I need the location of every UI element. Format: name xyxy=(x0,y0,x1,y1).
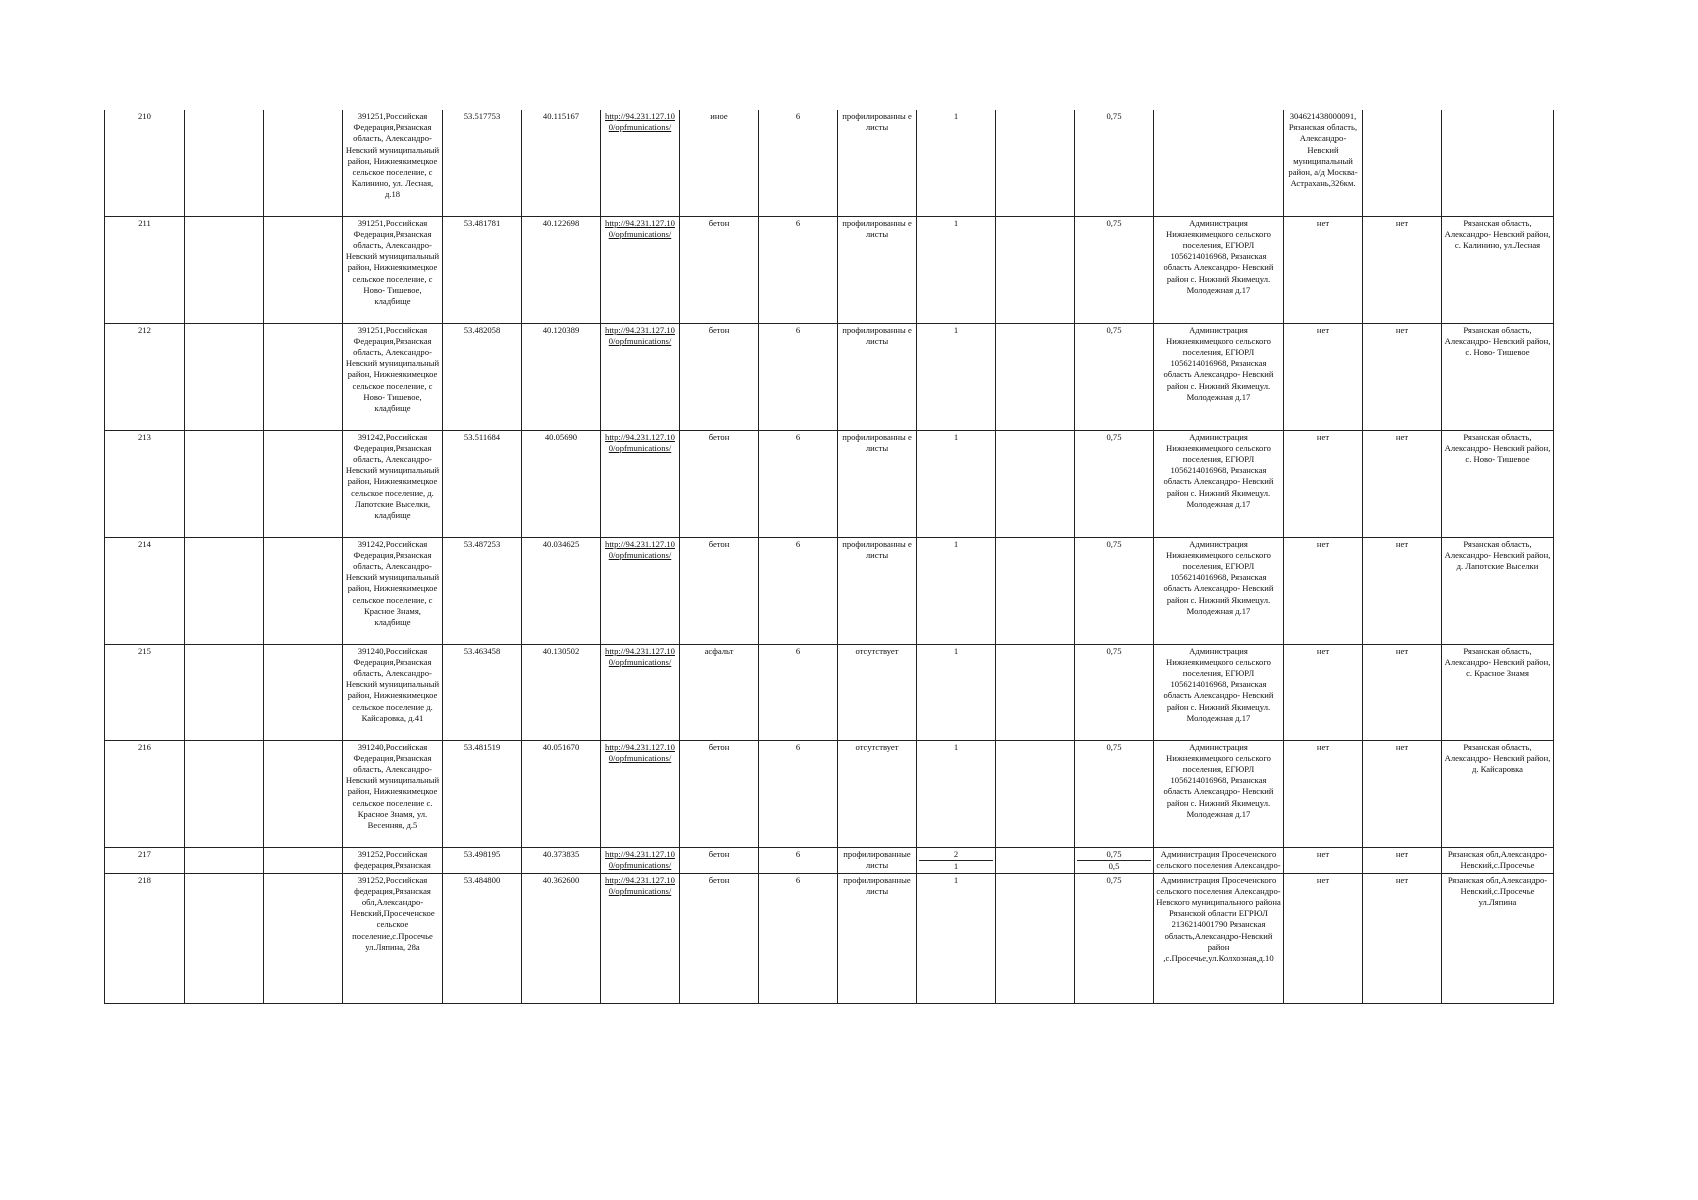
served-cell: Рязанская область, Александро- Невский район, с. Красное Знамя xyxy=(1442,644,1554,740)
extra1-cell xyxy=(1363,110,1442,216)
empty-cell xyxy=(996,873,1075,1003)
empty-cell xyxy=(185,873,264,1003)
surface-cell: бетон xyxy=(680,740,759,847)
address-cell: 391251,Российская Федерация,Рязанская область, Александро-Невский муниципальный район, Нижнеякимецкое сельское поселение, с Ново- Тишевое, кладбище xyxy=(343,323,443,430)
lat-cell: 53.481781 xyxy=(443,216,522,323)
extra1-cell: нет xyxy=(1363,847,1442,873)
fence-cell: профилированные листы xyxy=(838,873,917,1003)
empty-cell xyxy=(264,216,343,323)
served-cell xyxy=(1442,110,1554,216)
area-cell: 6 xyxy=(759,216,838,323)
volume-cell: 0,75 xyxy=(1075,873,1154,1003)
link-cell xyxy=(601,644,680,740)
address-cell: 391252,Российская федерация,Рязанская обл,Александро-Невский,Просеченское сельское поселение,с.Просечье ул.Ляпина, 28а xyxy=(343,873,443,1003)
empty-cell xyxy=(996,110,1075,216)
containers-cell: 1 xyxy=(917,110,996,216)
lat-cell: 53.484800 xyxy=(443,873,522,1003)
surface-cell: бетон xyxy=(680,216,759,323)
source-cell: нет xyxy=(1284,537,1363,644)
table-row xyxy=(105,847,1554,873)
link-cell xyxy=(601,430,680,537)
link-cell xyxy=(601,323,680,430)
empty-cell xyxy=(185,537,264,644)
source-cell: нет xyxy=(1284,323,1363,430)
empty-cell xyxy=(185,323,264,430)
num-cell: 217 xyxy=(105,847,185,873)
map-link[interactable]: http://94.231.127.10 0/opfmunications/ xyxy=(605,431,675,453)
area-cell: 6 xyxy=(759,430,838,537)
volume-cell: 0,75 xyxy=(1075,323,1154,430)
source-cell: нет xyxy=(1284,873,1363,1003)
area-cell: 6 xyxy=(759,873,838,1003)
empty-cell xyxy=(264,873,343,1003)
table-row xyxy=(105,430,1554,537)
address-cell: 391240,Российская Федерация,Рязанская область, Александро-Невский муниципальный район, Нижнеякимецкое сельское поселение д. Кайсаровка, д.41 xyxy=(343,644,443,740)
lon-cell: 40.122698 xyxy=(522,216,601,323)
surface-cell: бетон xyxy=(680,537,759,644)
map-link[interactable]: http://94.231.127.10 0/opfmunications/ xyxy=(605,538,675,560)
owner-cell: Администрация Просеченского сельского поселения Александро-Невского муниципального района Рязанской области ЕГРЮЛ 2136214001790 Рязанская область,Александро-Невский район ,с.Просечье,ул.Колхозная,д.10 xyxy=(1154,873,1284,1003)
lat-cell: 53.482058 xyxy=(443,323,522,430)
table-row xyxy=(105,110,1554,216)
extra1-cell: нет xyxy=(1363,323,1442,430)
containers-cell: 1 xyxy=(917,740,996,847)
lon-cell: 40.373835 xyxy=(522,847,601,873)
empty-cell xyxy=(185,110,264,216)
area-cell: 6 xyxy=(759,847,838,873)
table-row xyxy=(105,873,1554,1003)
served-cell: Рязанская область, Александро- Невский район, с. Ново- Тишевое xyxy=(1442,430,1554,537)
volume-value: 0,5 xyxy=(1077,860,1151,872)
area-cell: 6 xyxy=(759,323,838,430)
fence-cell: профилированны е листы xyxy=(838,216,917,323)
num-cell: 211 xyxy=(105,216,185,323)
num-cell: 210 xyxy=(105,110,185,216)
empty-cell xyxy=(996,216,1075,323)
fence-cell: профилированны е листы xyxy=(838,537,917,644)
address-cell: 391251,Российская Федерация,Рязанская область, Александро-Невский муниципальный район, Нижнеякимецкое сельское поселение, с Калинино, ул. Лесная, д.18 xyxy=(343,110,443,216)
empty-cell xyxy=(185,740,264,847)
num-cell: 215 xyxy=(105,644,185,740)
surface-cell: бетон xyxy=(680,323,759,430)
volume-value: 0,75 xyxy=(1106,848,1122,859)
served-cell: Рязанская область, Александро- Невский район, с. Ново- Тишевое xyxy=(1442,323,1554,430)
table-row xyxy=(105,644,1554,740)
source-cell: нет xyxy=(1284,430,1363,537)
extra1-cell: нет xyxy=(1363,216,1442,323)
address-cell: 391251,Российская Федерация,Рязанская область, Александро-Невский муниципальный район, Нижнеякимецкое сельское поселение, с Ново- Тишевое, кладбище xyxy=(343,216,443,323)
empty-cell xyxy=(264,430,343,537)
empty-cell xyxy=(185,430,264,537)
map-link[interactable]: http://94.231.127.10 0/opfmunications/ xyxy=(605,848,675,870)
empty-cell xyxy=(996,740,1075,847)
map-link[interactable]: http://94.231.127.10 0/opfmunications/ xyxy=(605,645,675,667)
lat-cell: 53.498195 xyxy=(443,847,522,873)
empty-cell xyxy=(996,644,1075,740)
empty-cell xyxy=(185,847,264,873)
link-cell xyxy=(601,216,680,323)
lon-cell: 40.05690 xyxy=(522,430,601,537)
source-cell: нет xyxy=(1284,644,1363,740)
empty-cell xyxy=(996,323,1075,430)
address-cell: 391242,Российская Федерация,Рязанская область, Александро-Невский муниципальный район, Нижнеякимецкое сельское поселение, д. Лапотские Выселки, кладбище xyxy=(343,430,443,537)
served-cell: Рязанская область, Александро- Невский район, д. Лапотские Выселки xyxy=(1442,537,1554,644)
link-cell xyxy=(601,847,680,873)
fence-cell: профилированны е листы xyxy=(838,110,917,216)
volume-cell: 0,75 xyxy=(1075,430,1154,537)
empty-cell xyxy=(996,537,1075,644)
table-row xyxy=(105,323,1554,430)
address-cell: 391242,Российская Федерация,Рязанская область, Александро-Невский муниципальный район, Нижнеякимецкое сельское поселение, с Красное Знамя, кладбище xyxy=(343,537,443,644)
map-link[interactable]: http://94.231.127.10 0/opfmunications/ xyxy=(605,741,675,763)
fence-cell: профилированны е листы xyxy=(838,323,917,430)
containers-cell: 1 xyxy=(917,323,996,430)
lat-cell: 53.511684 xyxy=(443,430,522,537)
served-cell: Рязанская обл,Александро-Невский,с.Просечье xyxy=(1442,847,1554,873)
source-cell: нет xyxy=(1284,847,1363,873)
lon-cell: 40.051670 xyxy=(522,740,601,847)
table-row xyxy=(105,216,1554,323)
source-cell: нет xyxy=(1284,740,1363,847)
map-link[interactable]: http://94.231.127.10 0/opfmunications/ xyxy=(605,217,675,239)
area-cell: 6 xyxy=(759,740,838,847)
containers-value: 1 xyxy=(919,860,993,872)
address-cell: 391240,Российская Федерация,Рязанская область, Александро-Невский муниципальный район, Нижнеякимецкое сельское поселение с. Красное Знамя, ул. Весенняя, д.5 xyxy=(343,740,443,847)
lat-cell: 53.481519 xyxy=(443,740,522,847)
empty-cell xyxy=(264,847,343,873)
link-cell xyxy=(601,740,680,847)
lon-cell: 40.130502 xyxy=(522,644,601,740)
empty-cell xyxy=(996,430,1075,537)
owner-cell: Администрация Нижнеякимецкого сельского поселения, ЕГЮРЛ 1056214016968, Рязанская область Александро- Невский район с. Нижний Якимецул. Молодежная д.17 xyxy=(1154,430,1284,537)
volume-cell: 0,75 xyxy=(1075,216,1154,323)
owner-cell: Администрация Нижнеякимецкого сельского поселения, ЕГЮРЛ 1056214016968, Рязанская область Александро- Невский район с. Нижний Якимецул. Молодежная д.17 xyxy=(1154,740,1284,847)
volume-cell: 0,75 xyxy=(1075,537,1154,644)
num-cell: 216 xyxy=(105,740,185,847)
source-cell: 304621438000091, Рязанская область, Александро-Невский муниципальный район, а/д Москва-Астрахань,326км. xyxy=(1284,110,1363,216)
link-cell xyxy=(601,110,680,216)
surface-cell: иное xyxy=(680,110,759,216)
table-row xyxy=(105,537,1554,644)
containers-cell: 1 xyxy=(917,430,996,537)
num-cell: 212 xyxy=(105,323,185,430)
empty-cell xyxy=(185,644,264,740)
owner-cell: Администрация Нижнеякимецкого сельского поселения, ЕГЮРЛ 1056214016968, Рязанская область Александро- Невский район с. Нижний Якимецул. Молодежная д.17 xyxy=(1154,537,1284,644)
containers-value: 2 xyxy=(953,848,959,859)
containers-cell: 1 xyxy=(917,216,996,323)
fence-cell: отсутствует xyxy=(838,740,917,847)
extra1-cell: нет xyxy=(1363,430,1442,537)
owner-cell: Администрация Нижнеякимецкого сельского поселения, ЕГЮРЛ 1056214016968, Рязанская область Александро- Невский район с. Нижний Якимецул. Молодежная д.17 xyxy=(1154,644,1284,740)
area-cell: 6 xyxy=(759,644,838,740)
served-cell: Рязанская область, Александро- Невский район, д. Кайсаровка xyxy=(1442,740,1554,847)
containers-cell: 1 xyxy=(917,873,996,1003)
fence-cell: профилированные листы xyxy=(838,847,917,873)
lon-cell: 40.120389 xyxy=(522,323,601,430)
link-cell xyxy=(601,537,680,644)
containers-cell: 1 xyxy=(917,644,996,740)
empty-cell xyxy=(996,847,1075,873)
owner-cell: Администрация Нижнеякимецкого сельского поселения, ЕГЮРЛ 1056214016968, Рязанская область Александро- Невский район с. Нижний Якимецул. Молодежная д.17 xyxy=(1154,216,1284,323)
map-link[interactable]: http://94.231.127.10 0/opfmunications/ xyxy=(605,874,675,896)
empty-cell xyxy=(185,216,264,323)
area-cell: 6 xyxy=(759,110,838,216)
extra1-cell: нет xyxy=(1363,873,1442,1003)
volume-split-cell xyxy=(1075,847,1154,873)
empty-cell xyxy=(264,644,343,740)
lat-cell: 53.487253 xyxy=(443,537,522,644)
registry-sheet xyxy=(104,110,1552,1004)
volume-cell: 0,75 xyxy=(1075,110,1154,216)
map-link[interactable]: http://94.231.127.10 0/opfmunications/ xyxy=(605,111,675,133)
num-cell: 218 xyxy=(105,873,185,1003)
owner-cell: Администрация Нижнеякимецкого сельского поселения, ЕГЮРЛ 1056214016968, Рязанская область Александро- Невский район с. Нижний Якимецул. Молодежная д.17 xyxy=(1154,323,1284,430)
surface-cell: бетон xyxy=(680,430,759,537)
fence-cell: отсутствует xyxy=(838,644,917,740)
map-link[interactable]: http://94.231.127.10 0/opfmunications/ xyxy=(605,324,675,346)
lon-cell: 40.115167 xyxy=(522,110,601,216)
extra1-cell: нет xyxy=(1363,644,1442,740)
surface-cell: асфальт xyxy=(680,644,759,740)
containers-split-cell xyxy=(917,847,996,873)
volume-cell: 0,75 xyxy=(1075,740,1154,847)
lat-cell: 53.517753 xyxy=(443,110,522,216)
owner-cell: Администрация Просеченского сельского поселения Александро- xyxy=(1154,847,1284,873)
table-row xyxy=(105,740,1554,847)
served-cell: Рязанская область, Александро- Невский район, с. Калинино, ул.Лесная xyxy=(1442,216,1554,323)
registry-table xyxy=(104,110,1554,1004)
containers-cell: 1 xyxy=(917,537,996,644)
extra1-cell: нет xyxy=(1363,537,1442,644)
lat-cell: 53.463458 xyxy=(443,644,522,740)
empty-cell xyxy=(264,740,343,847)
num-cell: 213 xyxy=(105,430,185,537)
num-cell: 214 xyxy=(105,537,185,644)
surface-cell: бетон xyxy=(680,847,759,873)
fence-cell: профилированны е листы xyxy=(838,430,917,537)
extra1-cell: нет xyxy=(1363,740,1442,847)
link-cell xyxy=(601,873,680,1003)
empty-cell xyxy=(264,110,343,216)
lon-cell: 40.362600 xyxy=(522,873,601,1003)
volume-cell: 0,75 xyxy=(1075,644,1154,740)
source-cell: нет xyxy=(1284,216,1363,323)
lon-cell: 40.034625 xyxy=(522,537,601,644)
area-cell: 6 xyxy=(759,537,838,644)
surface-cell: бетон xyxy=(680,873,759,1003)
owner-cell xyxy=(1154,110,1284,216)
address-cell: 391252,Российская федерация,Рязанская xyxy=(343,847,443,873)
served-cell: Рязанская обл,Александро-Невский,с.Просечье ул.Ляпина xyxy=(1442,873,1554,1003)
empty-cell xyxy=(264,537,343,644)
empty-cell xyxy=(264,323,343,430)
